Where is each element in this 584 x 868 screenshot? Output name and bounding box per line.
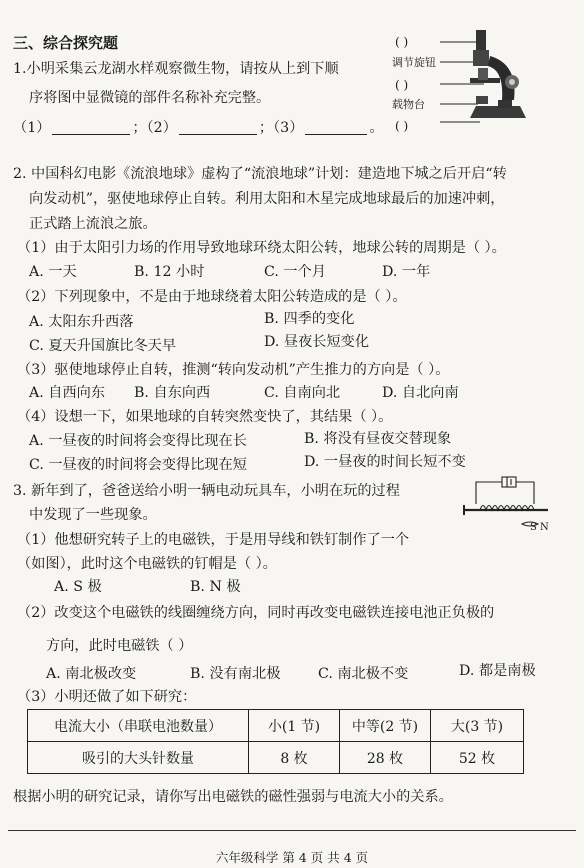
compass-label: S N <box>530 522 549 533</box>
mic-paren-3: ( ) <box>395 119 409 133</box>
q1-blank3-label: ；（3） <box>258 120 304 136</box>
q2-sub1-option-d[interactable]: D. 一年 <box>382 264 431 280</box>
q3-stem-line1: 3. 新年到了，爸爸送给小明一辆电动玩具车，小明在玩的过程 <box>13 483 400 499</box>
mic-paren-1: ( ) <box>395 35 409 49</box>
q2-sub4-option-b[interactable]: B. 将没有昼夜交替现象 <box>304 431 452 447</box>
table-header-cell: 中等(2 节) <box>340 710 431 742</box>
q3-sub1-option-a[interactable]: A. S 极 <box>54 579 102 595</box>
q2-stem-line3: 正式踏上流浪之旅。 <box>29 216 157 232</box>
mic-label-knob: 调节旋钮 <box>392 56 436 69</box>
q1-end: 。 <box>369 120 384 136</box>
section-title: 三、综合探究题 <box>13 34 119 52</box>
mic-paren-2: ( ) <box>395 78 409 92</box>
q3-stem-line2: 中发现了一些现象。 <box>29 507 157 523</box>
q3-sub1-line2: （如图），此时这个电磁铁的钉帽是（ ）。 <box>17 556 277 572</box>
q2-stem-line1: 2. 中国科幻电影《流浪地球》虚构了“流浪地球”计划：建造地下城之后开启“转 <box>13 166 507 182</box>
table-cell: 吸引的大头针数量 <box>28 742 249 774</box>
q3-sub1-option-b[interactable]: B. N 极 <box>190 579 241 595</box>
electromagnet-illustration <box>462 474 568 538</box>
q2-sub3-option-b[interactable]: B. 自东向西 <box>134 385 211 401</box>
footer-divider <box>8 830 576 831</box>
q2-sub1-option-b[interactable]: B. 12 小时 <box>134 264 205 280</box>
q2-sub1-option-a[interactable]: A. 一天 <box>29 264 77 280</box>
table-row <box>28 710 524 742</box>
table-cell: 52 枚 <box>431 742 524 774</box>
q2-sub1-option-c[interactable]: C. 一个月 <box>264 264 326 280</box>
q2-sub4-option-c[interactable]: C. 一昼夜的时间将会变得比现在短 <box>29 457 247 473</box>
q1-answer-line <box>13 121 384 135</box>
q2-sub4: （4）设想一下，如果地球的自转突然变快了，其结果（ ）。 <box>17 409 393 425</box>
q1-blank1-label: （1） <box>13 120 51 136</box>
q3-sub3-line1: （3）小明还做了如下研究： <box>17 689 197 705</box>
page-footer: 六年级科学 第 4 页 共 4 页 <box>215 850 369 865</box>
q1-blank2[interactable] <box>179 121 257 135</box>
q2-sub2-option-c[interactable]: C. 夏天升国旗比冬天早 <box>29 338 177 354</box>
table-header-cell: 小(1 节) <box>249 710 340 742</box>
q3-sub2-option-a[interactable]: A. 南北极改变 <box>46 666 137 682</box>
q2-sub4-option-a[interactable]: A. 一昼夜的时间将会变得比现在长 <box>29 433 247 449</box>
q2-sub2-option-d[interactable]: D. 昼夜长短变化 <box>264 334 370 350</box>
table-row <box>28 742 524 774</box>
q3-sub2-line2: 方向，此时电磁铁（ ） <box>46 638 193 654</box>
mic-label-stage: 载物台 <box>392 98 425 111</box>
q3-sub2-option-b[interactable]: B. 没有南北极 <box>190 666 281 682</box>
q2-sub2: （2）下列现象中，不是由于地球绕着太阳公转造成的是（ ）。 <box>17 289 407 305</box>
q3-sub1-line1: （1）他想研究转子上的电磁铁，于是用导线和铁钉制作了一个 <box>17 532 410 548</box>
q3-sub2-option-c[interactable]: C. 南北极不变 <box>318 666 409 682</box>
q1-stem-line2: 序将图中显微镜的部件名称补充完整。 <box>29 90 271 106</box>
q3-sub2-line1: （2）改变这个电磁铁的线圈缠绕方向，同时再改变电磁铁连接电池正负极的 <box>17 605 495 621</box>
table-cell: 28 枚 <box>340 742 431 774</box>
q2-sub3-option-a[interactable]: A. 自西向东 <box>29 385 106 401</box>
table-header-cell: 大(3 节) <box>431 710 524 742</box>
q3-sub2-option-d[interactable]: D. 都是南极 <box>459 663 536 679</box>
q2-sub1: （1）由于太阳引力场的作用导致地球环绕太阳公转，地球公转的周期是（ ）。 <box>17 240 506 256</box>
q1-stem-line1: 1.小明采集云龙湖水样观察微生物，请按从上到下顺 <box>13 61 339 77</box>
q2-sub2-option-b[interactable]: B. 四季的变化 <box>264 311 355 327</box>
table-cell: 8 枚 <box>249 742 340 774</box>
q2-stem-line2: 向发动机”，驱使地球停止自转。利用太阳和木星完成地球最后的加速冲刺， <box>29 191 505 207</box>
results-table <box>27 709 524 774</box>
q2-sub4-option-d[interactable]: D. 一昼夜的时间长短不变 <box>304 454 466 470</box>
microscope-illustration <box>440 26 560 144</box>
table-header-cell: 电流大小（串联电池数量） <box>28 710 249 742</box>
q1-blank2-label: ；（2） <box>132 120 177 136</box>
q2-sub3: （3）驱使地球停止自转，推测“转向发动机”产生推力的方向是（ ）。 <box>17 362 450 378</box>
q1-blank3[interactable] <box>305 121 367 135</box>
q2-sub3-option-c[interactable]: C. 自南向北 <box>264 385 341 401</box>
q3-closing: 根据小明的研究记录，请你写出电磁铁的磁性强弱与电流大小的关系。 <box>13 789 453 805</box>
q1-blank1[interactable] <box>52 121 130 135</box>
q2-sub2-option-a[interactable]: A. 太阳东升西落 <box>29 314 134 330</box>
q2-sub3-option-d[interactable]: D. 自北向南 <box>382 385 459 401</box>
